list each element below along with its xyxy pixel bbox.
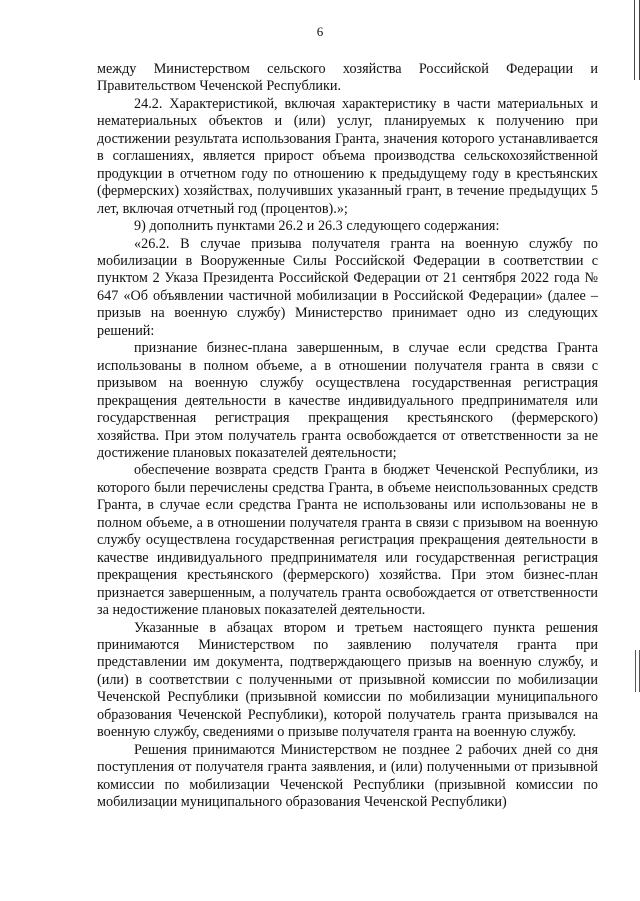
paragraph-decision-2: обеспечение возврата средств Гранта в бюджет Чеченской Республики, из которого были перечислены средства Гранта, в объеме неиспользованных средств Гранта, в случае если средства Гранта не использованы или использованы не в полном объеме, а в отношении получателя гранта в связи с призывом на военную службу осуществлена государственная регистрация прекращения деятельности в качестве индивидуального предпринимателя или государственная регистрация прекращения крестьянского (фермерского) хозяйства. При этом бизнес-план признается завершенным, а получатель гранта освобождается от ответственности за недостижение плановых показателей деятельности. (97, 462, 598, 619)
paragraph-decision-1: признание бизнес-плана завершенным, в случае если средства Гранта использованы в полном объеме, а в отношении получателя гранта в связи с призывом на военную службу осуществлена государственная регистрация прекращения деятельности в качестве индивидуального предпринимателя или государственная регистрация прекращения крестьянского (фермерского) хозяйства. При этом получатель гранта освобождается от ответственности за не достижение плановых показателей деятельности; (97, 340, 598, 461)
paragraph-continuation: между Министерством сельского хозяйства Российской Федерации и Правительством Чеченской Республики. (97, 61, 598, 95)
paragraph-decisions-basis: Указанные в абзацах втором и третьем настоящего пункта решения принимаются Министерством по заявлению получателя гранта при представлении им документа, подтверждающего призыв на военную службу, и (или) в соответствии с полученными от призывной комиссии по мобилизации Чеченской Республики (призывной комиссии по мобилизации муниципального образования Чеченской Республики), которой получатель гранта призывался на военную службу, сведениями о призыве получателя гранта на военную службу. (97, 619, 598, 741)
paragraph-26-2: «26.2. В случае призыва получателя гранта на военную службу по мобилизации в Вооруженные Силы Российской Федерации в соответствии с пунктом 2 Указа Президента Российской Федерации от 21 сентября 2022 года № 647 «Об объявлении частичной мобилизации в Российской Федерации» (далее – призыв на военную службу) Министерство принимает одно из следующих решений: (97, 235, 598, 339)
scan-binding-mark (635, 650, 640, 692)
page-number: 6 (316, 24, 324, 39)
scan-edge-mark (634, 0, 640, 80)
paragraph-item-9: 9) дополнить пунктами 26.2 и 26.3 следующего содержания: (134, 218, 500, 235)
paragraph-24-2: 24.2. Характеристикой, включая характеристику в части материальных и нематериальных объектов и (или) услуг, планируемых к получению при достижении результата использования Гранта, значения которого устанавливается в соглашениях, является прирост объема производства сельскохозяйственной продукции в отчетном году по отношению к предыдущему году в крестьянских (фермерских) хозяйствах, получивших указанный грант, в течение предыдущих 5 лет, включая отчетный год (процентов).»; (97, 95, 598, 217)
document-body (97, 61, 598, 811)
paragraph-decisions-deadline: Решения принимаются Министерством не позднее 2 рабочих дней со дня поступления от получателя гранта заявления, и (или) полученными от призывной комиссии по мобилизации Чеченской Республики (призывной комиссии по мобилизации муниципального образования Чеченской Республики) (97, 741, 598, 811)
